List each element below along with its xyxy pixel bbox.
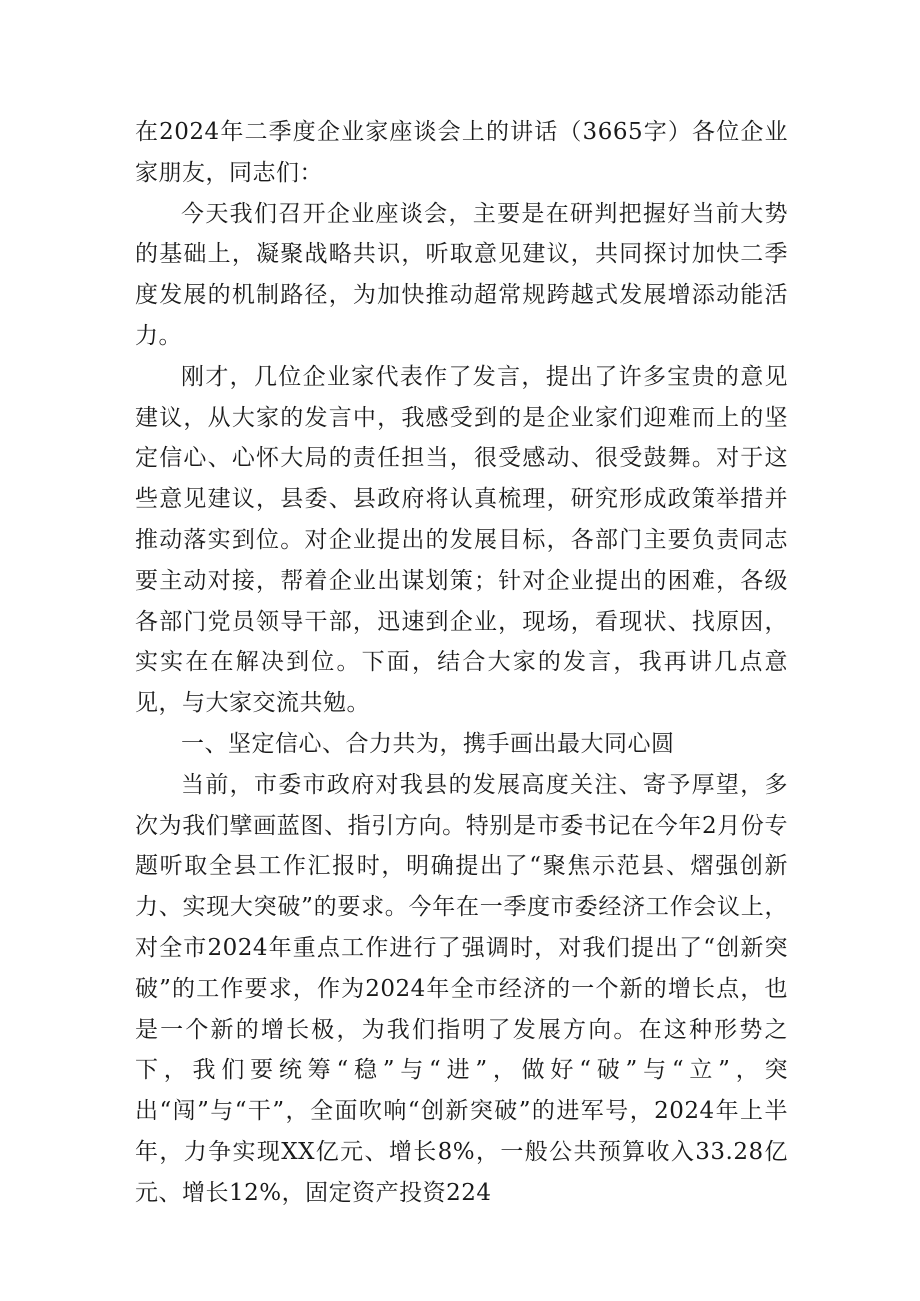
paragraph-feedback: 刚才，几位企业家代表作了发言，提出了许多宝贵的意见建议，从大家的发言中，我感受到的是企业家们迎难而上的坚定信心、心怀大局的责任担当，很受感动、很受鼓舞。对于这些意见建议，县委、县政府将认真梳理，研究形成政策举措并推动落实到位。对企业提出的发展目标，各部门主要负责同志要主动对接，帮着企业出谋划策；针对企业提出的困难，各级各部门党员领导干部，迅速到企业，现场，看现状、找原因，实实在在解决到位。下面，结合大家的发言，我再讲几点意见，与大家交流共勉。: [135, 363, 788, 717]
speech-text: [135, 112, 788, 1214]
paragraph-opening: 今天我们召开企业座谈会，主要是在研判把握好当前大势的基础上，凝聚战略共识，听取意见建议，共同探讨加快二季度发展的机制路径，为加快推动超常规跨越式发展增添动能活力。: [135, 200, 788, 349]
paragraph-current-situation: 当前，市委市政府对我县的发展高度关注、寄予厚望，多次为我们擘画蓝图、指引方向。特别是市委书记在今年2月份专题听取全县工作汇报时，明确提出了“聚焦示范县、熠强创新力、实现大突破”的要求。今年在一季度市委经济工作会议上，对全市2024年重点工作进行了强调时，对我们提出了“创新突破”的工作要求，作为2024年全市经济的一个新的增长点，也是一个新的增长极，为我们指明了发展方向。在这种形势之下，我们要统筹“稳”与“进”，做好“破”与“立”，突出“闯”与“干”，全面吹响“创新突破”的进军号，2024年上半年，力争实现XX亿元、增长8%，一般公共预算收入33.28亿元、增长12%，固定资产投资224: [135, 771, 788, 1206]
section-heading-1: 一、坚定信心、合力共为，携手画出最大同心圆: [181, 730, 675, 757]
title-line: 在2024年二季度企业家座谈会上的讲话（3665字）各位企业家朋友，同志们：: [135, 119, 788, 186]
